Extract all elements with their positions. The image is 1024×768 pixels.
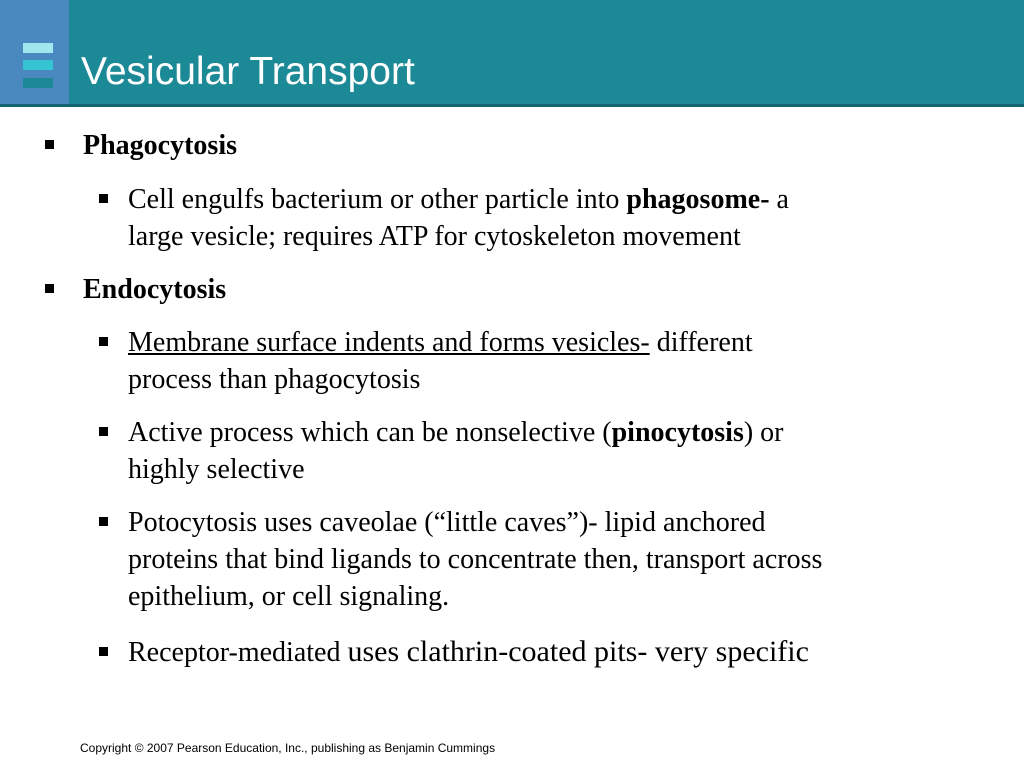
bold-term: pinocytosis [611,417,744,448]
text-run: large vesicle; requires ATP for cytoskeleton movement [128,221,741,252]
title-divider [0,104,1024,107]
copyright-footer: Copyright © 2007 Pearson Education, Inc., publishing as Benjamin Cummings [80,741,496,755]
bullet-text [128,414,998,488]
text-run-large: uses clathrin-coated pits- very specific [347,635,809,668]
text-run: epithelium, or cell signaling. [128,581,450,612]
text-run: a [769,184,789,215]
text-run: Receptor-mediated [128,637,348,668]
square-bullet-icon [45,140,54,149]
bullet-text [128,324,998,398]
text-run: Potocytosis uses caveolae (“little caves”)- lipid anchored [128,507,766,538]
bullet-text [128,633,998,671]
bullet-text [128,181,998,255]
text-run: Active process which can be nonselective ( [128,417,612,448]
logo-bar-top [23,43,53,53]
square-bullet-icon [45,284,54,293]
logo-bar-middle [23,60,53,70]
text-run: different [649,327,753,358]
text-run: Cell engulfs bacterium or other particle into [128,184,627,215]
square-bullet-icon [99,194,108,203]
bold-term: phagosome- [626,184,770,215]
bullet-text: Endocytosis [83,274,227,305]
underlined-term: Membrane surface indents and forms vesicles- [128,327,650,358]
bullet-text: Phagocytosis [83,130,237,161]
text-run: process than phagocytosis [128,364,421,395]
bullet-text [128,504,998,615]
square-bullet-icon [99,517,108,526]
corner-logo [0,0,69,104]
text-run: highly selective [128,454,305,485]
slide-title: Vesicular Transport [81,50,415,93]
logo-bar-bottom [23,78,53,88]
square-bullet-icon [99,427,108,436]
text-run: ) or [743,417,784,448]
text-run: proteins that bind ligands to concentrate then, transport across [128,544,823,575]
square-bullet-icon [99,337,108,346]
square-bullet-icon [99,647,108,656]
